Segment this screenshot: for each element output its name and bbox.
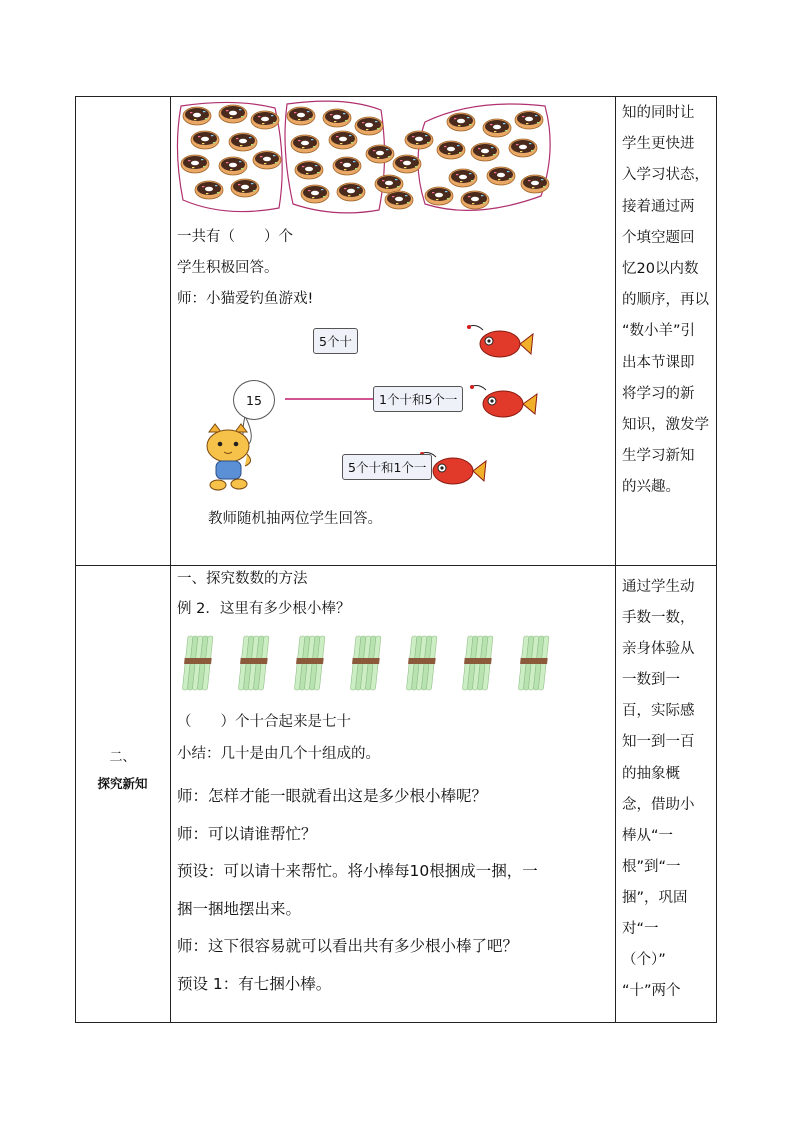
- teacher-game-line: 师：小猫爱钓鱼游戏!: [177, 291, 314, 307]
- dialogue-line-1: 师：怎样才能一眼就看出这是多少根小棒呢？: [177, 787, 488, 805]
- donut-icon: [375, 175, 403, 193]
- donut-icon: [253, 151, 281, 169]
- section-heading: 一、探究数数的方法: [177, 571, 308, 587]
- fill-blank-line: （ ）个十合起来是七十: [177, 714, 351, 730]
- notes2-line: 捆”，巩固: [622, 889, 688, 906]
- donut-groups-illustration: [175, 100, 555, 215]
- donut-icon: [487, 167, 515, 185]
- donut-icon: [191, 131, 219, 149]
- table-border-left: [75, 96, 76, 1023]
- section-number: 二、: [109, 750, 136, 765]
- notes1-line: 忆20以内数: [622, 261, 699, 278]
- notes2-line: 亲身体验从: [622, 641, 695, 658]
- donut-icon: [449, 169, 477, 187]
- fishing-game-illustration: [185, 324, 565, 499]
- donut-icon: [437, 141, 465, 159]
- notes1-line: 知的同时让: [622, 105, 695, 121]
- donut-icon: [181, 155, 209, 173]
- stick-bundle-icon: [517, 636, 550, 690]
- donut-icon: [509, 139, 537, 157]
- notes2-line: 的抽象概: [622, 765, 680, 782]
- donut-icon: [483, 119, 511, 137]
- row2-notes: [622, 572, 714, 1007]
- dialogue-lines: [177, 778, 617, 1004]
- dialogue-line-5: 师：这下很容易就可以看出共有多少根小棒了吧？: [177, 937, 519, 956]
- notes2-line: 知一到一百: [622, 734, 695, 751]
- notes2-line: 根”到“一: [622, 858, 681, 875]
- student-answer: 学生积极回答。: [177, 260, 279, 276]
- notes2-line: 通过学生动: [622, 579, 695, 595]
- donut-icon: [183, 107, 211, 125]
- notes2-line: 一数到一: [622, 672, 680, 689]
- fish-2: [470, 385, 537, 417]
- row1-notes: [622, 98, 714, 504]
- donut-icon: [355, 117, 383, 135]
- notes1-line: 接着通过两: [622, 198, 695, 215]
- stick-bundle-icon: [293, 636, 326, 690]
- notes2-line: 手数一数，: [622, 610, 695, 627]
- notes2-line: 对“一: [622, 921, 659, 938]
- column-divider-1: [170, 96, 171, 1023]
- dialogue-line-4: 捆一捆地摆出来。: [177, 899, 302, 918]
- notes1-line: 出本节课即: [622, 354, 695, 371]
- donut-icon: [287, 107, 315, 125]
- donut-icon: [405, 131, 433, 149]
- notes1-line: 知识，激发学: [622, 417, 709, 434]
- stick-bundle-icon: [349, 636, 382, 690]
- donut-icon: [333, 157, 361, 175]
- donut-icon: [295, 161, 323, 179]
- donut-icon: [219, 157, 247, 175]
- donut-icon: [515, 111, 543, 129]
- dialogue-line-2: 师：可以请谁帮忙？: [177, 824, 317, 843]
- donut-icon: [447, 113, 475, 131]
- lesson-table: [75, 96, 717, 1023]
- notes2-line: 念，借助小: [622, 796, 695, 813]
- notes1-line: 入学习状态，: [622, 167, 709, 184]
- teacher-pick-line: 教师随机抽两位学生回答。: [208, 511, 382, 527]
- balloon-15: 15: [233, 380, 275, 420]
- table-border-bottom: [75, 1022, 717, 1023]
- cat-figure: [207, 424, 251, 490]
- donut-icon: [393, 155, 421, 173]
- donut-icon: [291, 135, 319, 153]
- stick-bundles-illustration: [180, 632, 580, 702]
- fish-label-2: 1个十和5个一: [373, 386, 463, 412]
- stick-bundle-icon: [181, 636, 214, 690]
- donut-icon: [461, 191, 489, 209]
- stick-bundle-icon: [405, 636, 438, 690]
- example-question: 例 2．这里有多少根小棒？: [177, 601, 351, 617]
- summary-line: 小结：几十是由几个十组成的。: [177, 746, 380, 762]
- dialogue-line-6: 预设 1：有七捆小棒。: [177, 974, 332, 993]
- fish-1: [467, 325, 533, 357]
- donut-icon: [301, 185, 329, 203]
- donut-icon: [231, 179, 259, 197]
- notes1-line: “数小羊”引: [622, 323, 696, 340]
- notes2-line: 棒从“一: [622, 827, 674, 844]
- donut-icon: [323, 109, 351, 127]
- stick-bundle-icon: [461, 636, 494, 690]
- donut-icon: [251, 111, 279, 129]
- donut-icon: [337, 183, 365, 201]
- donut-icon: [329, 131, 357, 149]
- notes2-line: “十”两个: [622, 983, 681, 1000]
- donut-icon: [219, 105, 247, 123]
- section-name: 探究新知: [97, 776, 148, 791]
- notes1-line: 的兴趣。: [622, 479, 680, 496]
- donut-icon: [385, 191, 413, 209]
- section-label: [75, 746, 170, 798]
- notes1-line: 学生更快进: [622, 136, 695, 153]
- fish-label-3: 5个十和1个一: [342, 454, 432, 480]
- notes2-line: （个）”: [622, 952, 666, 969]
- table-border-top: [75, 96, 717, 97]
- table-border-right: [716, 96, 717, 1023]
- notes1-line: 的顺序，再以: [622, 292, 709, 309]
- donut-icon: [195, 181, 223, 199]
- notes2-line: 百，实际感: [622, 703, 695, 720]
- notes1-line: 生学习新知: [622, 448, 695, 465]
- donut-icon: [425, 187, 453, 205]
- donut-icon: [471, 143, 499, 161]
- count-question: 一共有（ ）个: [177, 229, 293, 245]
- row-divider: [75, 565, 717, 566]
- notes1-line: 个填空题回: [622, 229, 695, 246]
- stick-bundle-icon: [237, 636, 270, 690]
- fish-label-1: 5个十: [313, 328, 358, 354]
- donut-icon: [521, 175, 549, 193]
- donut-icon: [366, 145, 394, 163]
- notes1-line: 将学习的新: [622, 385, 695, 402]
- donut-icon: [229, 133, 257, 151]
- dialogue-line-3: 预设：可以请十来帮忙。将小棒每10根捆成一捆，一: [177, 862, 538, 881]
